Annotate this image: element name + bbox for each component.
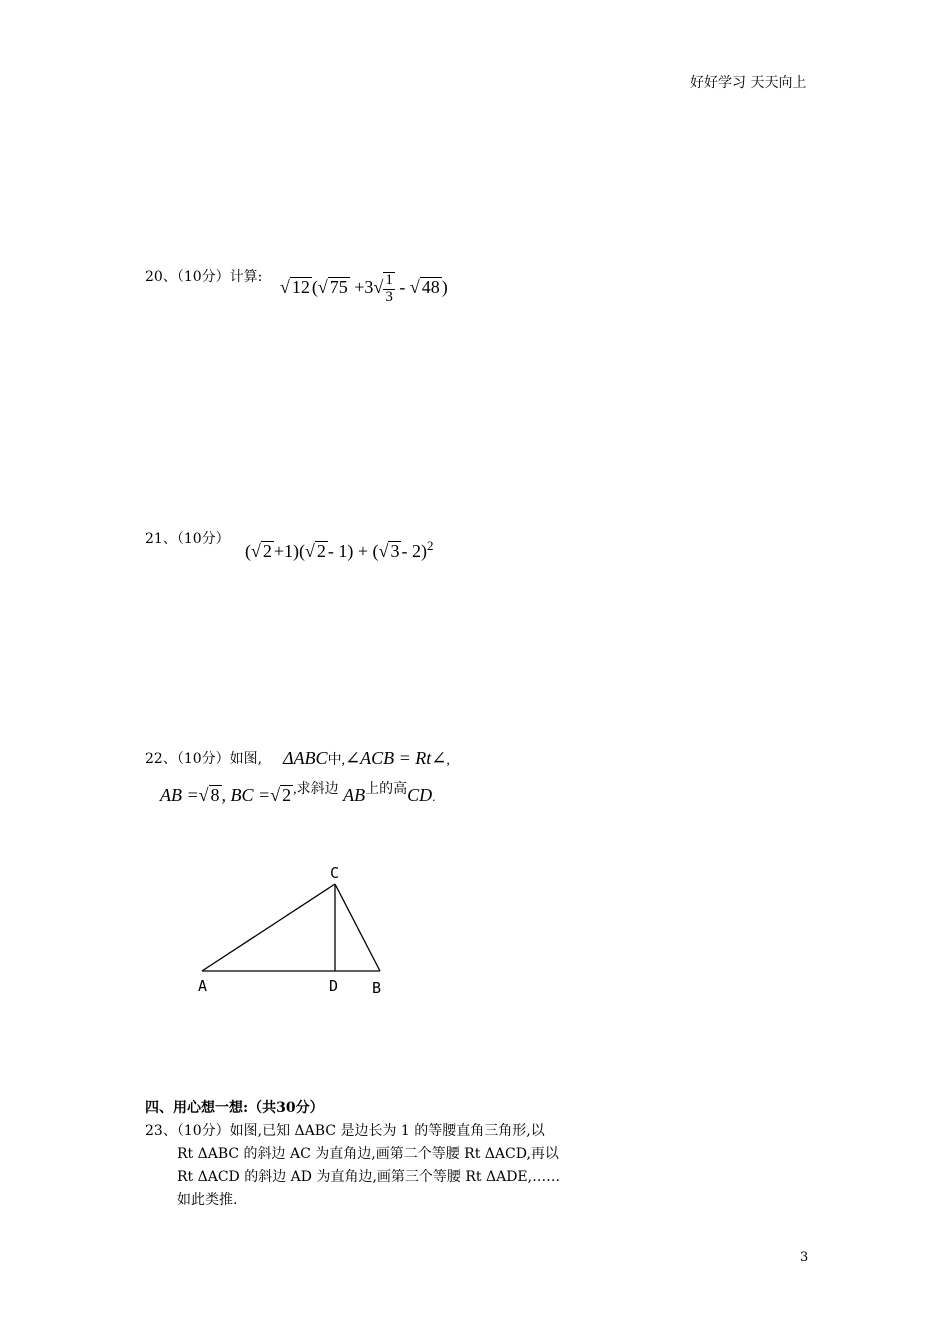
q22-line2: AB =√ 8 , BC =√ 2 $^{,求斜边}$ $AB^{上的高}CD$. <box>160 782 436 805</box>
page-header: 好好学习 天天向上 <box>690 75 807 91</box>
q21-label: 21、（10分） <box>145 531 230 547</box>
q22-line1: ΔABC中,∠ACB = Rt∠, <box>283 748 450 768</box>
q23-line-3: Rt ΔACD 的斜边 AD 为直角边,画第三个等腰 Rt ΔADE,…… <box>177 1169 561 1185</box>
label-a: A <box>198 977 208 995</box>
q20-radicand-2: 75 <box>329 276 348 297</box>
section-4-title: 四、用心想一想:（共30分） <box>145 1100 324 1116</box>
label-d: D <box>329 977 339 995</box>
q20-radicand-1: 12 <box>291 276 310 297</box>
q20-radicand-3: 48 <box>421 276 440 297</box>
segment-ac <box>202 884 335 971</box>
q22-label: 22、（10分）如图, <box>145 751 263 767</box>
q23-line-1: 23、（10分）如图,已知 ΔABC 是边长为 1 的等腰直角三角形,以 <box>145 1123 545 1139</box>
triangle-figure <box>190 858 400 1003</box>
q20-fraction: $\frac{1}{3}$ <box>385 272 393 305</box>
segment-cb <box>335 884 380 971</box>
q20-expression: √ 12 (√ 75 +3√ $\frac{1}{3}$ - √ 48 ) <box>280 272 448 305</box>
label-b: B <box>372 979 382 997</box>
q23-line-4: 如此类推. <box>177 1192 238 1208</box>
label-c: C <box>330 864 340 882</box>
q20-label: 20、（10分）计算: <box>145 269 263 285</box>
q23-line-2: Rt ΔABC 的斜边 AC 为直角边,画第二个等腰 Rt ΔACD,再以 <box>177 1146 559 1162</box>
page-number: 3 <box>800 1250 809 1265</box>
q21-expression: (√ 2 +1)(√ 2 - 1) + (√ 3 - 2)$^2$ <box>245 538 434 561</box>
